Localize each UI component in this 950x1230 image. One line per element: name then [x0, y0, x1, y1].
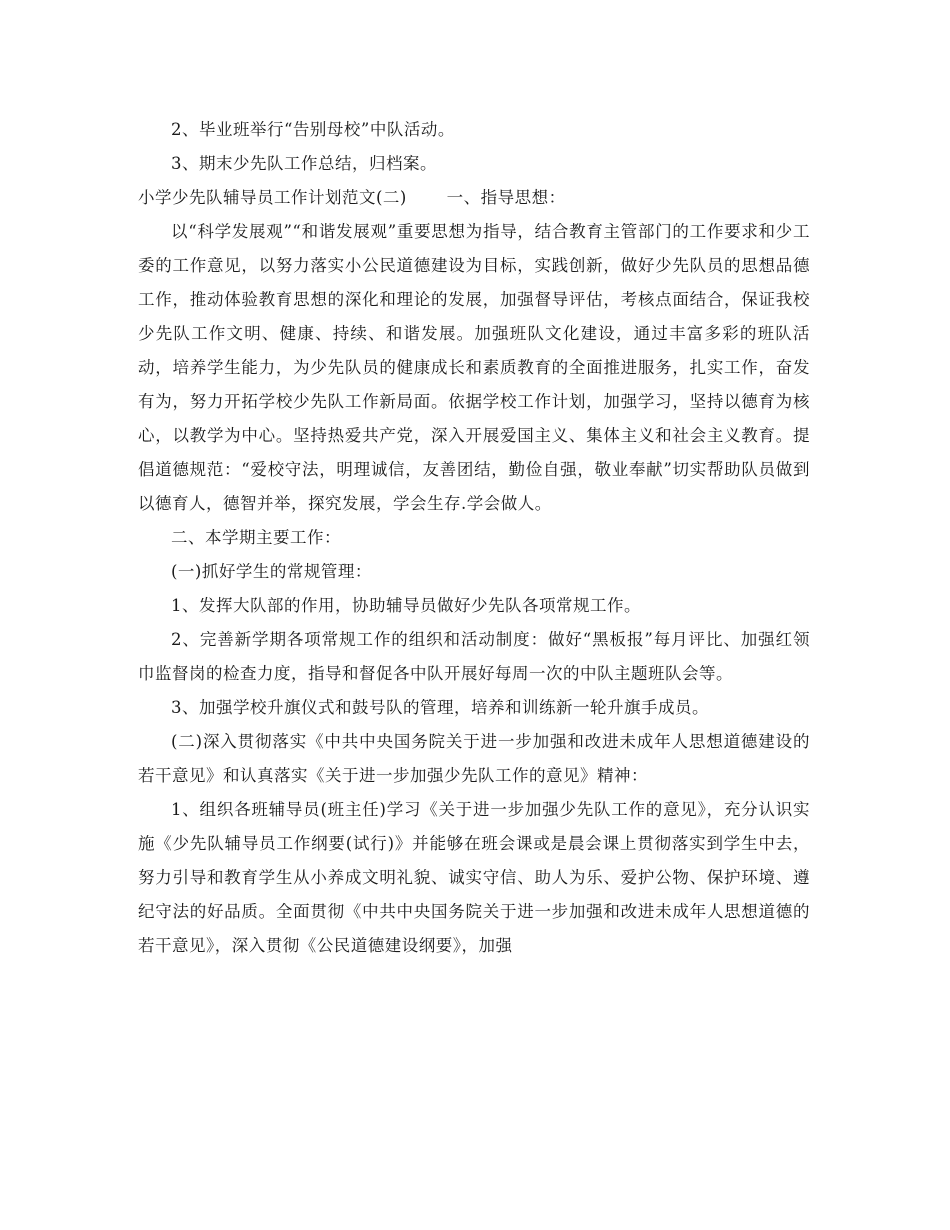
paragraph-routine-system: 2、完善新学期各项常规工作的组织和活动制度：做好“黑板报”每月评比、加强红领巾监督岗的检查力度，指导和督促各中队开展好每周一次的中队主题班队会等。 — [138, 630, 810, 683]
section-heading-main-work: 二、本学期主要工作： — [171, 528, 341, 547]
subheading-implement-opinions: (二)深入贯彻落实《中共中央国务院关于进一步加强和改进未成年人思想道德建设的若干意见》和认真落实《关于进一步加强少先队工作的意见》精神： — [138, 732, 810, 785]
document-body — [138, 113, 810, 963]
paragraph-flag-ceremony: 3、加强学校升旗仪式和鼓号队的管理，培养和训练新一轮升旗手成员。 — [171, 698, 709, 717]
paragraph-brigade-role: 1、发挥大队部的作用，协助辅导员做好少先队各项常规工作。 — [171, 596, 641, 615]
subheading-routine-management: (一)抓好学生的常规管理： — [171, 562, 372, 581]
section-heading-guiding-thought: 小学少先队辅导员工作计划范文(二) 一、指导思想： — [138, 188, 566, 207]
paragraph-term-summary: 3、期末少先队工作总结，归档案。 — [171, 154, 437, 173]
paragraph-graduation-activity: 2、毕业班举行“告别母校”中队活动。 — [171, 120, 455, 139]
paragraph-guiding-thought: 以“科学发展观”“和谐发展观”重要思想为指导，结合教育主管部门的工作要求和少工委的工作意见，以努力落实小公民道德建设为目标，实践创新，做好少先队员的思想品德工作，推动体验教育思想的深化和理论的发展，加强督导评估，考核点面结合，保证我校少先队工作文明、健康、持续、和谐发展。加强班队文化建设，通过丰富多彩的班队活动，培养学生能力，为少先队员的健康成长和素质教育的全面推进服务，扎实工作，奋发有为，努力开拓学校少先队工作新局面。依据学校工作计划，加强学习，坚持以德育为核心，以教学为中心。坚持热爱共产党，深入开展爱国主义、集体主义和社会主义教育。提倡道德规范：“爱校守法，明理诚信，友善团结，勤俭自强，敬业奉献”切实帮助队员做到以德育人，德智并举，探究发展，学会生存.学会做人。 — [138, 222, 810, 513]
paragraph-counselor-study: 1、组织各班辅导员(班主任)学习《关于进一步加强少先队工作的意见》，充分认识实施《少先队辅导员工作纲要(试行)》并能够在班会课或是晨会课上贯彻落实到学生中去，努力引导和教育学生从小养成文明礼貌、诚实守信、助人为乐、爱护公物、保护环境、遵纪守法的好品质。全面贯彻《中共中央国务院关于进一步加强和改进未成年人思想道德的若干意见》，深入贯彻《公民道德建设纲要》，加强 — [138, 800, 810, 955]
